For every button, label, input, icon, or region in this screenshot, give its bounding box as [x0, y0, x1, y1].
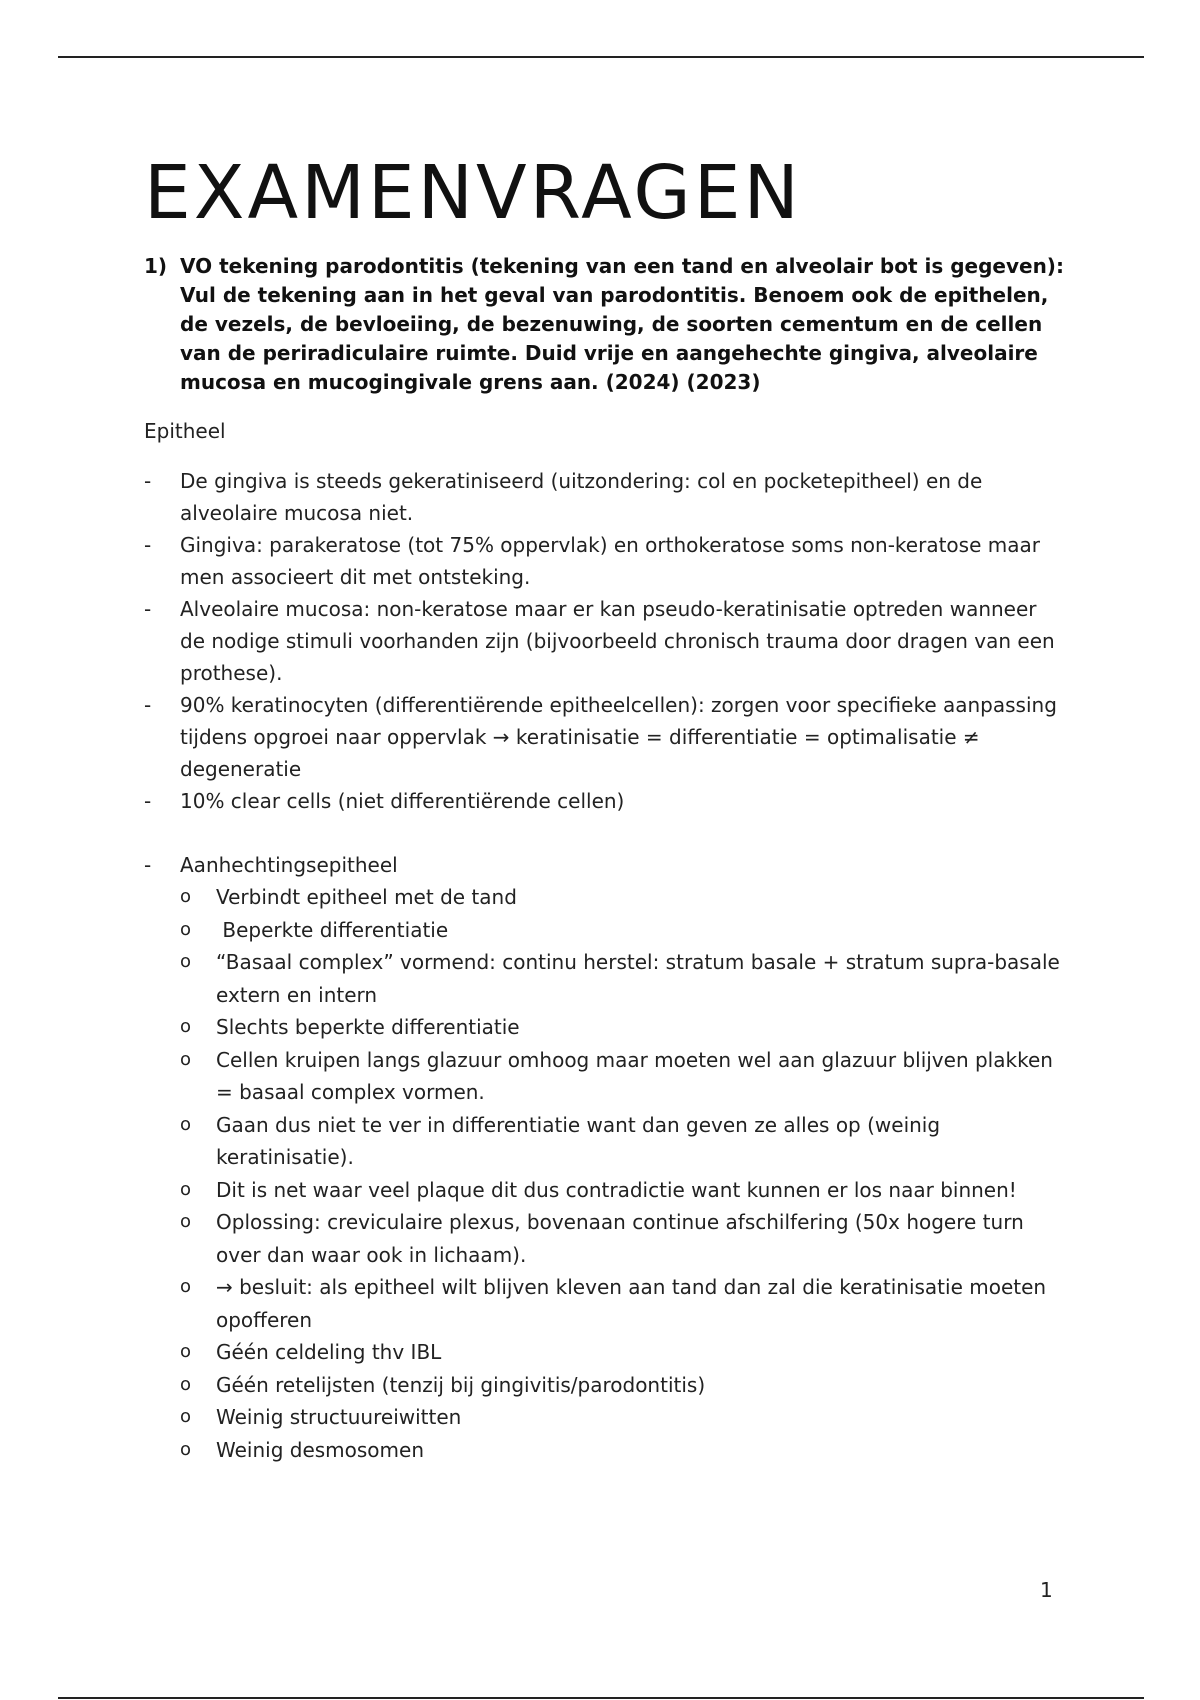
sub-list-item-text: Dit is net waar veel plaque dit dus contradictie want kunnen er los naar binnen! — [216, 1177, 1017, 1202]
sub-list-item-text: Beperkte differentiatie — [216, 917, 449, 942]
page-title: EXAMENVRAGEN — [144, 150, 802, 236]
sub-list-item-text: Géén celdeling thv IBL — [216, 1340, 442, 1364]
dash-bullet: - — [144, 853, 152, 877]
list-item-text: Alveolaire mucosa: non-keratose maar er kan pseudo-keratinisatie optreden wanneer de nodige stimuli voorhanden zijn (bijvoorbeeld chronisch trauma door dragen van een prothese). — [180, 597, 1055, 685]
epitheel-list — [144, 465, 1064, 881]
sub-list-item-text: Gaan dus niet te ver in differentiatie want dan geven ze alles op (weinig keratinisatie). — [216, 1112, 941, 1169]
page-number: 1 — [1040, 1578, 1053, 1602]
list-item — [144, 529, 1064, 593]
sub-list-item — [180, 1044, 1064, 1109]
sub-list-item — [180, 1174, 1064, 1207]
question-number: 1) — [144, 254, 168, 278]
sub-list-item — [180, 1206, 1064, 1271]
sub-list-item — [180, 1401, 1064, 1434]
sub-list-item — [180, 881, 1064, 914]
page-content — [144, 140, 1064, 1466]
list-item — [144, 785, 1064, 817]
list-item — [144, 465, 1064, 529]
circle-bullet: o — [180, 1016, 192, 1037]
sub-list-item-text: Weinig structuureiwitten — [216, 1405, 462, 1429]
dash-bullet: - — [144, 469, 152, 493]
sub-list-item — [180, 1369, 1064, 1402]
sub-list-item-text: “Basaal complex” vormend: continu herstel: stratum basale + stratum supra-basale extern en intern — [216, 950, 1060, 1007]
header-rule — [58, 56, 1144, 58]
exam-question — [144, 252, 1064, 397]
list-item — [144, 593, 1064, 689]
sub-list-item-text: Cellen kruipen langs glazuur omhoog maar moeten wel aan glazuur blijven plakken = basaal complex vormen. — [216, 1047, 1053, 1104]
sub-list-item-text: Oplossing: creviculaire plexus, bovenaan continue afschilfering (50x hogere turn over dan waar ook in lichaam). — [216, 1210, 1024, 1267]
circle-bullet: o — [180, 918, 192, 940]
sub-list-item — [180, 946, 1064, 1011]
circle-bullet: o — [180, 1373, 192, 1395]
circle-bullet: o — [180, 951, 192, 972]
sub-list-item — [180, 914, 1064, 947]
sub-list-item-text: → besluit: als epitheel wilt blijven kleven aan tand dan zal die keratinisatie moeten opofferen — [216, 1275, 1047, 1332]
section-heading: Epitheel — [144, 419, 226, 443]
question-text: VO tekening parodontitis (tekening van een tand en alveolair bot is gegeven): Vul de tekening aan in het geval van parodontitis. Benoem ook de epithelen, de vezels, de bevloeiing, de bezenuwing, de soorten cementum en de cellen van de periradiculaire ruimte. Duid vrije en aangehechte gingiva, alveolaire mucosa en mucogingivale grens aan. (2024) (2023) — [180, 254, 1064, 394]
sub-list-item — [180, 1271, 1064, 1336]
circle-bullet: o — [180, 1178, 192, 1200]
list-item-text: 10% clear cells (niet differentiërende cellen) — [180, 789, 625, 813]
sub-list-item-text: Weinig desmosomen — [216, 1437, 425, 1462]
circle-bullet: o — [180, 1341, 192, 1362]
dash-bullet: - — [144, 533, 152, 557]
circle-bullet: o — [180, 1276, 192, 1297]
circle-bullet: o — [180, 886, 192, 907]
dash-bullet: - — [144, 597, 152, 621]
dash-bullet: - — [144, 789, 152, 813]
footer-rule — [58, 1697, 1144, 1699]
sub-list-item-text: Slechts beperkte differentiatie — [216, 1015, 520, 1039]
aanhechtingsepitheel-sublist — [144, 881, 1064, 1466]
list-item-text: Gingiva: parakeratose (tot 75% oppervlak) en orthokeratose soms non-keratose maar men associeert dit met ontsteking. — [180, 533, 1040, 589]
list-item — [144, 689, 1064, 785]
sub-list-item — [180, 1109, 1064, 1174]
list-item-text: Aanhechtingsepitheel — [180, 853, 398, 877]
sub-list-item — [180, 1434, 1064, 1467]
circle-bullet: o — [180, 1406, 192, 1427]
sub-list-item-text: Géén retelijsten (tenzij bij gingivitis/parodontitis) — [216, 1372, 706, 1397]
sub-list-item — [180, 1011, 1064, 1044]
circle-bullet: o — [180, 1048, 192, 1070]
sub-list-item — [180, 1336, 1064, 1369]
list-item-text: 90% keratinocyten (differentiërende epitheelcellen): zorgen voor specifieke aanpassing tijdens opgroei naar oppervlak → keratinisatie = differentiatie = optimalisatie ≠ degeneratie — [180, 693, 1057, 781]
list-item-aanhechtingsepitheel — [144, 849, 1064, 881]
circle-bullet: o — [180, 1438, 192, 1460]
dash-bullet: - — [144, 693, 152, 717]
circle-bullet: o — [180, 1113, 192, 1135]
sub-list-item-text: Verbindt epitheel met de tand — [216, 885, 517, 909]
circle-bullet: o — [180, 1211, 192, 1232]
list-item-text: De gingiva is steeds gekeratiniseerd (uitzondering: col en pocketepitheel) en de alveolaire mucosa niet. — [180, 469, 983, 525]
